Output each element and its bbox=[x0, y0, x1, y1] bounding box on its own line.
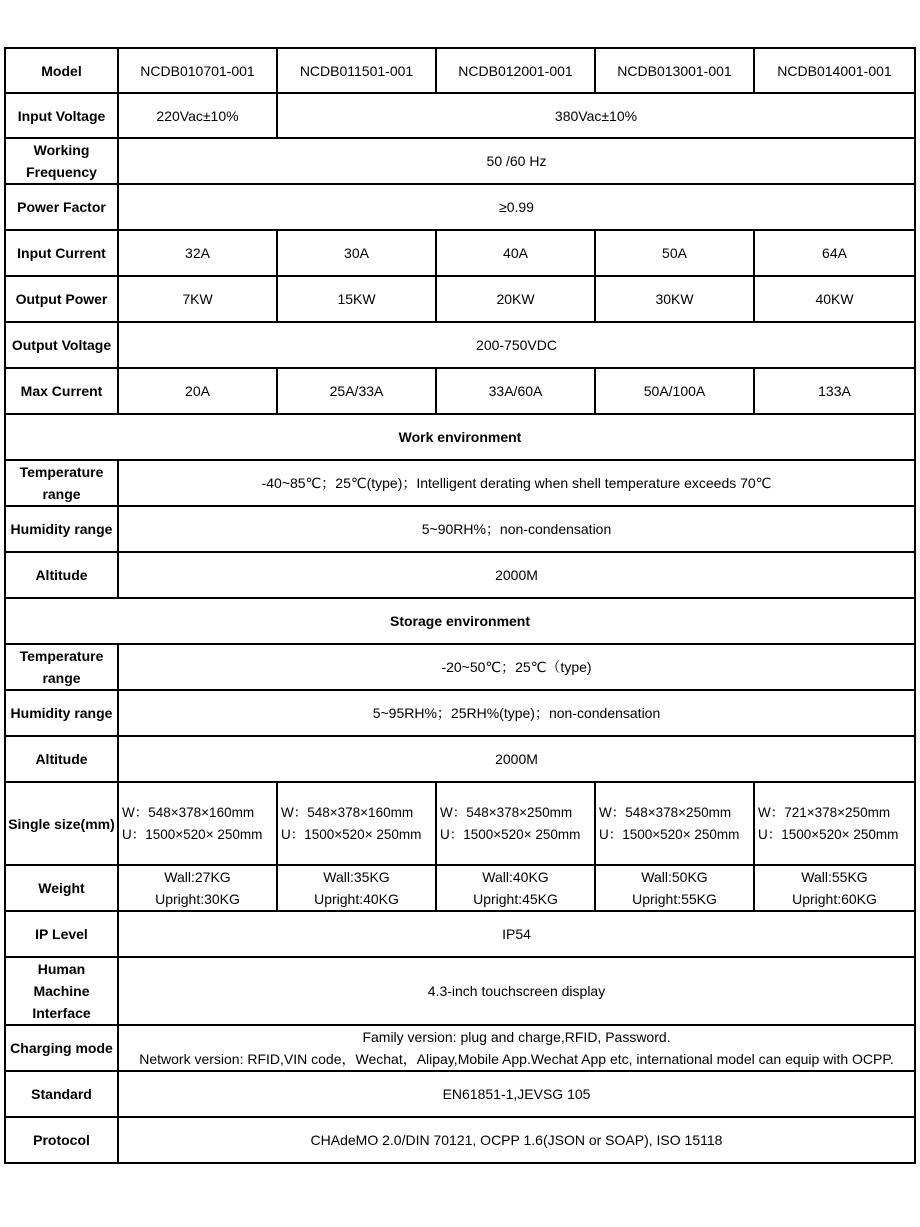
row-storage-humidity bbox=[5, 690, 915, 736]
work-humidity-value: 5~90RH%；non-condensation bbox=[118, 506, 915, 552]
single-size-cell bbox=[754, 782, 915, 865]
single-size-cell bbox=[118, 782, 277, 865]
power-factor-label: Power Factor bbox=[5, 184, 118, 230]
output-power-cell: 15KW bbox=[277, 276, 436, 322]
size-upright: U：1500×520× 250mm bbox=[281, 826, 422, 842]
standard-value: EN61851-1,JEVSG 105 bbox=[118, 1071, 915, 1117]
max-current-cell: 25A/33A bbox=[277, 368, 436, 414]
size-wall: W：548×378×160mm bbox=[122, 804, 255, 820]
working-frequency-label: Working Frequency bbox=[5, 138, 118, 184]
size-wall: W：548×378×250mm bbox=[440, 804, 573, 820]
weight-upright: Upright:55KG bbox=[632, 891, 717, 907]
size-upright: U：1500×520× 250mm bbox=[122, 826, 263, 842]
weight-wall: Wall:35KG bbox=[323, 869, 390, 885]
size-upright: U：1500×520× 250mm bbox=[440, 826, 581, 842]
model-cell: NCDB012001-001 bbox=[436, 48, 595, 93]
weight-cell bbox=[277, 865, 436, 911]
output-power-label: Output Power bbox=[5, 276, 118, 322]
row-working-frequency bbox=[5, 138, 915, 184]
spec-sheet bbox=[4, 47, 916, 1164]
size-wall: W：548×378×250mm bbox=[599, 804, 732, 820]
output-voltage-label: Output Voltage bbox=[5, 322, 118, 368]
row-work-environment bbox=[5, 414, 915, 460]
model-cell: NCDB014001-001 bbox=[754, 48, 915, 93]
single-size-cell bbox=[436, 782, 595, 865]
weight-cell bbox=[754, 865, 915, 911]
work-temperature-label: Temperature range bbox=[5, 460, 118, 506]
weight-wall: Wall:40KG bbox=[482, 869, 549, 885]
protocol-label: Protocol bbox=[5, 1117, 118, 1163]
input-current-cell: 50A bbox=[595, 230, 754, 276]
output-power-cell: 30KW bbox=[595, 276, 754, 322]
spec-table bbox=[4, 47, 916, 1164]
input-current-cell: 32A bbox=[118, 230, 277, 276]
model-label: Model bbox=[5, 48, 118, 93]
weight-wall: Wall:50KG bbox=[641, 869, 708, 885]
weight-cell bbox=[436, 865, 595, 911]
ip-level-label: IP Level bbox=[5, 911, 118, 957]
model-cell: NCDB011501-001 bbox=[277, 48, 436, 93]
row-single-size bbox=[5, 782, 915, 865]
size-wall: W：721×378×250mm bbox=[758, 804, 891, 820]
row-storage-temperature bbox=[5, 644, 915, 690]
model-cell: NCDB010701-001 bbox=[118, 48, 277, 93]
row-work-temperature bbox=[5, 460, 915, 506]
row-weight bbox=[5, 865, 915, 911]
work-humidity-label: Humidity range bbox=[5, 506, 118, 552]
storage-environment-heading: Storage environment bbox=[5, 598, 915, 644]
storage-altitude-label: Altitude bbox=[5, 736, 118, 782]
weight-upright: Upright:60KG bbox=[792, 891, 877, 907]
row-storage-environment bbox=[5, 598, 915, 644]
max-current-cell: 50A/100A bbox=[595, 368, 754, 414]
hmi-label: Human Machine Interface bbox=[5, 957, 118, 1025]
weight-upright: Upright:40KG bbox=[314, 891, 399, 907]
work-altitude-value: 2000M bbox=[118, 552, 915, 598]
single-size-label: Single size(mm) bbox=[5, 782, 118, 865]
row-charging-mode bbox=[5, 1025, 915, 1071]
input-voltage-first: 220Vac±10% bbox=[118, 93, 277, 138]
storage-altitude-value: 2000M bbox=[118, 736, 915, 782]
input-current-cell: 40A bbox=[436, 230, 595, 276]
storage-temperature-value: -20~50℃；25℃（type) bbox=[118, 644, 915, 690]
row-input-current bbox=[5, 230, 915, 276]
input-voltage-label: Input Voltage bbox=[5, 93, 118, 138]
single-size-cell bbox=[595, 782, 754, 865]
hmi-value: 4.3-inch touchscreen display bbox=[118, 957, 915, 1025]
work-altitude-label: Altitude bbox=[5, 552, 118, 598]
protocol-value: CHAdeMO 2.0/DIN 70121, OCPP 1.6(JSON or SOAP), ISO 15118 bbox=[118, 1117, 915, 1163]
single-size-cell bbox=[277, 782, 436, 865]
charging-mode-network: Network version: RFID,VIN code，Wechat，Alipay,Mobile App.Wechat App etc, international model can equip with OCPP. bbox=[139, 1051, 894, 1067]
weight-wall: Wall:55KG bbox=[801, 869, 868, 885]
output-power-cell: 20KW bbox=[436, 276, 595, 322]
input-voltage-rest: 380Vac±10% bbox=[277, 93, 915, 138]
standard-label: Standard bbox=[5, 1071, 118, 1117]
row-model bbox=[5, 48, 915, 93]
charging-mode-value bbox=[118, 1025, 915, 1071]
row-storage-altitude bbox=[5, 736, 915, 782]
row-work-altitude bbox=[5, 552, 915, 598]
size-wall: W：548×378×160mm bbox=[281, 804, 414, 820]
row-protocol bbox=[5, 1117, 915, 1163]
storage-humidity-label: Humidity range bbox=[5, 690, 118, 736]
storage-temperature-label: Temperature range bbox=[5, 644, 118, 690]
power-factor-value: ≥0.99 bbox=[118, 184, 915, 230]
input-current-cell: 64A bbox=[754, 230, 915, 276]
row-hmi bbox=[5, 957, 915, 1025]
max-current-cell: 33A/60A bbox=[436, 368, 595, 414]
weight-label: Weight bbox=[5, 865, 118, 911]
row-work-humidity bbox=[5, 506, 915, 552]
row-output-power bbox=[5, 276, 915, 322]
input-current-label: Input Current bbox=[5, 230, 118, 276]
row-output-voltage bbox=[5, 322, 915, 368]
weight-cell bbox=[595, 865, 754, 911]
output-power-cell: 40KW bbox=[754, 276, 915, 322]
row-ip-level bbox=[5, 911, 915, 957]
ip-level-value: IP54 bbox=[118, 911, 915, 957]
weight-upright: Upright:30KG bbox=[155, 891, 240, 907]
charging-mode-family: Family version: plug and charge,RFID, Password. bbox=[362, 1029, 671, 1045]
charging-mode-label: Charging mode bbox=[5, 1025, 118, 1071]
output-power-cell: 7KW bbox=[118, 276, 277, 322]
size-upright: U：1500×520× 250mm bbox=[599, 826, 740, 842]
row-max-current bbox=[5, 368, 915, 414]
row-input-voltage bbox=[5, 93, 915, 138]
output-voltage-value: 200-750VDC bbox=[118, 322, 915, 368]
model-cell: NCDB013001-001 bbox=[595, 48, 754, 93]
size-upright: U：1500×520× 250mm bbox=[758, 826, 899, 842]
max-current-label: Max Current bbox=[5, 368, 118, 414]
input-current-cell: 30A bbox=[277, 230, 436, 276]
row-standard bbox=[5, 1071, 915, 1117]
max-current-cell: 133A bbox=[754, 368, 915, 414]
weight-cell bbox=[118, 865, 277, 911]
weight-upright: Upright:45KG bbox=[473, 891, 558, 907]
working-frequency-value: 50 /60 Hz bbox=[118, 138, 915, 184]
work-environment-heading: Work environment bbox=[5, 414, 915, 460]
storage-humidity-value: 5~95RH%；25RH%(type)；non-condensation bbox=[118, 690, 915, 736]
row-power-factor bbox=[5, 184, 915, 230]
weight-wall: Wall:27KG bbox=[164, 869, 231, 885]
work-temperature-value: -40~85℃；25℃(type)；Intelligent derating when shell temperature exceeds 70℃ bbox=[118, 460, 915, 506]
max-current-cell: 20A bbox=[118, 368, 277, 414]
